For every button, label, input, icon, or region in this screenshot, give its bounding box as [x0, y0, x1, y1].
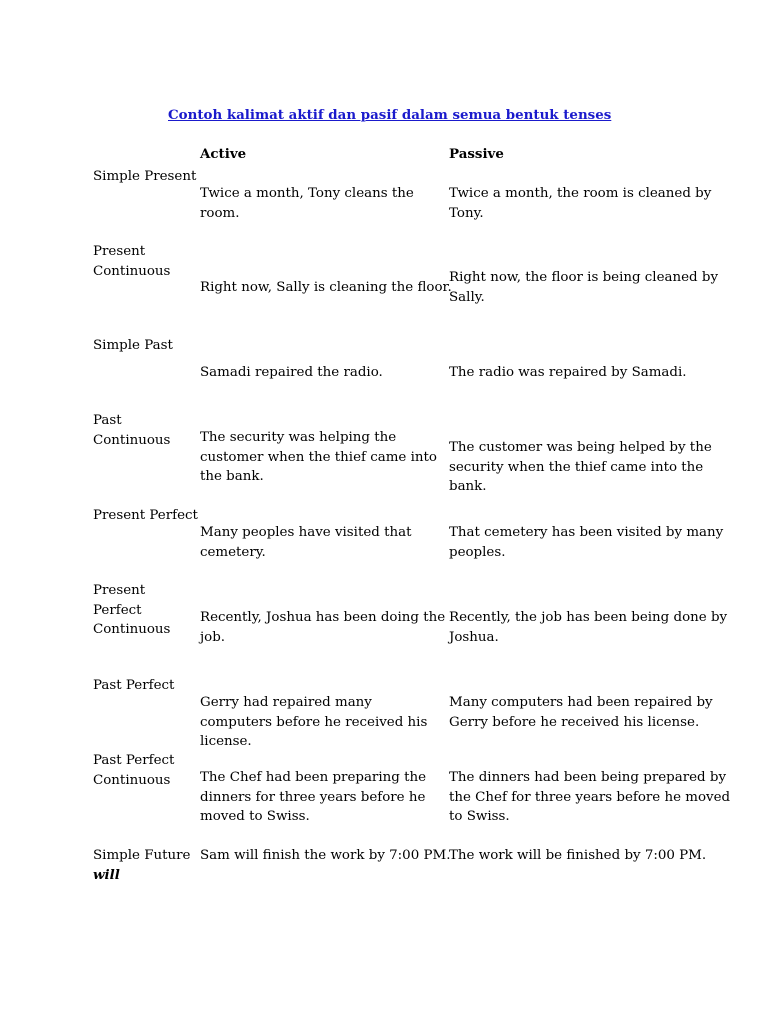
active-sentence: Many peoples have visited that cemetery.	[200, 525, 412, 560]
active-sentence: Twice a month, Tony cleans the room.	[200, 186, 414, 221]
tense-label: Present Perfect Continuous	[93, 583, 171, 637]
tense-label: Past Perfect Continuous	[93, 753, 175, 788]
passive-sentence: Right now, the floor is being cleaned by Sally.	[449, 270, 719, 305]
tense-label: Present Perfect	[93, 508, 198, 523]
active-sentence: The Chef had been preparing the dinners for three years before he moved to Swiss.	[200, 770, 426, 824]
document-title[interactable]: Contoh kalimat aktif dan pasif dalam semua bentuk tenses	[168, 107, 612, 123]
tense-label: Past Continuous	[93, 413, 171, 448]
active-sentence: Gerry had repaired many computers before he received his license.	[200, 695, 428, 749]
passive-sentence: That cemetery has been visited by many peoples.	[449, 525, 724, 560]
tense-label-modal: will	[93, 866, 120, 883]
passive-sentence: The work will be finished by 7:00 PM.	[449, 848, 707, 863]
tense-label: Present Continuous	[93, 244, 171, 279]
column-header-passive: Passive	[449, 146, 504, 162]
passive-sentence: Recently, the job has been being done by Joshua.	[449, 610, 728, 645]
passive-sentence: The dinners had been being prepared by the Chef for three years before he moved to Swiss.	[449, 770, 731, 824]
active-sentence: Samadi repaired the radio.	[200, 365, 383, 380]
passive-sentence: The customer was being helped by the security when the thief came into the bank.	[449, 440, 712, 494]
column-header-active: Active	[200, 146, 247, 162]
passive-sentence: The radio was repaired by Samadi.	[449, 365, 687, 380]
active-sentence: Recently, Joshua has been doing the job.	[200, 610, 446, 645]
passive-sentence: Twice a month, the room is cleaned by Tony.	[449, 186, 712, 221]
tense-label-main: Simple Future	[93, 848, 191, 863]
tense-label	[93, 846, 197, 885]
active-sentence: The security was helping the customer when the thief came into the bank.	[200, 430, 437, 484]
active-sentence: Sam will finish the work by 7:00 PM.	[200, 848, 451, 863]
tense-label: Past Perfect	[93, 678, 175, 693]
tense-label: Simple Past	[93, 338, 173, 353]
passive-sentence: Many computers had been repaired by Gerry before he received his license.	[449, 695, 713, 730]
tense-label: Simple Present	[93, 169, 197, 184]
active-sentence: Right now, Sally is cleaning the floor.	[200, 280, 452, 295]
